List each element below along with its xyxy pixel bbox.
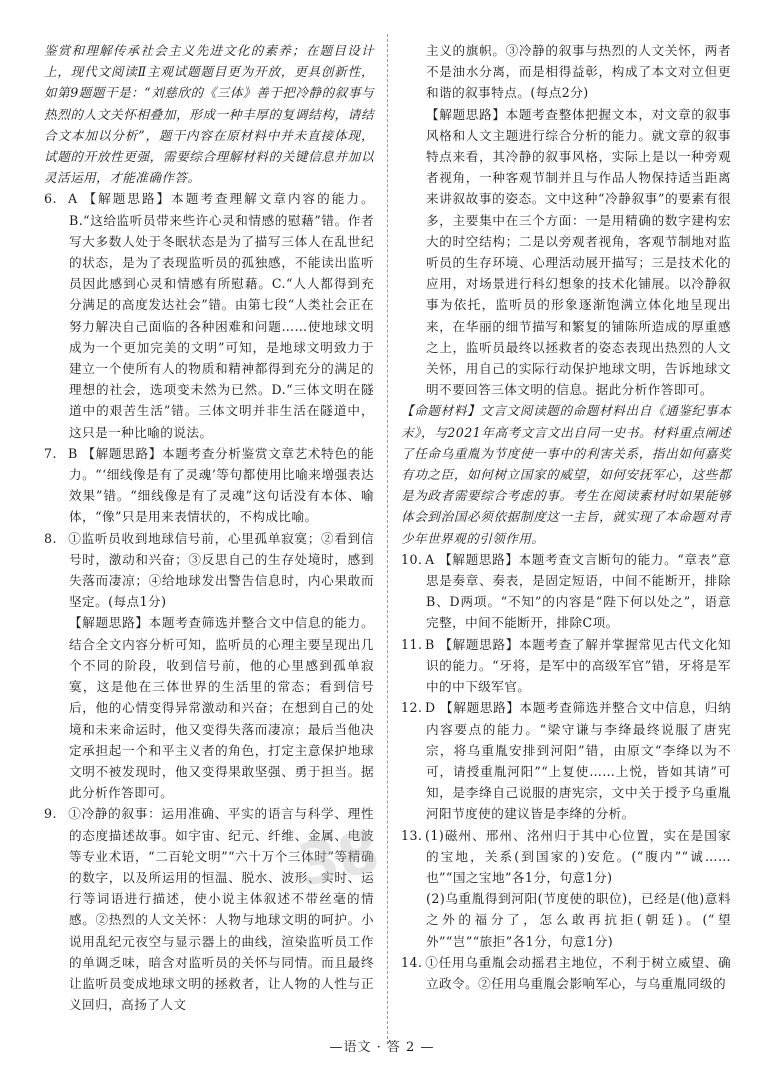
answer-6	[44, 188, 374, 442]
answer-10	[401, 549, 731, 634]
question-number: 14.	[401, 954, 423, 970]
answer-text: ①任用乌重胤会动摇君主地位，不利于树立威望、确立政令。②任用乌重胤会影响军心，与乌重胤同级的	[425, 954, 731, 991]
question-number: 12.	[401, 700, 423, 716]
question-number: 7.	[44, 445, 57, 461]
answer-text: ①冷静的叙事：运用准确、平实的语言与科学、理性的态度描述故事。如宇宙、纪元、纤维、金属、电波等专业术语，“二百轮文明”“六十万个三体时”等精确的数字，以及所运用的恒温、脱水、波形、实时、运行等词语进行描述，使小说主体叙述不带丝毫的情感。②热烈的人文关怀：人物与地球文明的呵护。小说用乱纪元夜空与显示器上的曲线，渲染监听员工作的单调乏味，暗含对监听员的关怀与同情。而且最终让监听员变成地球文明的拯救者，让人物的人性与正义回归，高扬了人文	[68, 806, 374, 1013]
answer-text: B 【解题思路】本题考查了解并掌握常见古代文化知识的能力。“牙将，是军中的高级军官”错，牙将是军中的中下级军官。	[425, 636, 731, 695]
question-number: 6.	[44, 191, 57, 207]
answer-8-analysis: 【解题思路】本题考查筛选并整合文中信息的能力。结合全文内容分析可知，监听员的心理主要呈现出几个不同的阶段，收到信号前，他的心里感到孤单寂寞，这是他在三体世界的生活里的常态；看到信号后，他的心情变得异常激动和兴奋；在想到自己的处境和未来命运时，他又变得失落而凄凉；最后当他决定承担起一个和平主义者的角色，打定主意保护地球文明不被发现时，他又变得果敢坚强、勇于担当。据此分析作答即可。	[69, 615, 374, 801]
intro-paragraph: 鉴赏和理解传承社会主义先进文化的素养；在题目设计上，现代文阅读Ⅱ主观试题题目更为开放，更具创新性，如第9题题干是：“刘慈欣的《三体》善于把冷静的叙事与热烈的人文关怀相叠加，形成一种丰厚的复调结构，请结合文本加以分析”，题干内容在原材料中并未直接体现，试题的开放性更强，需要综合理解材料的关键信息并加以灵活运用，才能准确作答。	[44, 43, 374, 186]
watermark-logo: 38	[291, 816, 386, 900]
answer-12	[401, 697, 731, 824]
answer-text: A 【解题思路】本题考查理解文章内容的能力。B.“这给监听员带来些许心灵和情感的慰藉”错。作者写大多数人处于冬眠状态是为了描写三体人在乱世纪的状态，是为了表现监听员的孤独感，不能读出监听员因此感到心灵和情感有所慰藉。C.“人人都得到充分满足的高度发达社会”错。由第七段“人类社会正在努力解决自己面临的各种困难和问题……使地球文明成为一个更加完美的文明”可知，是地球文明致力于建立一个使所有人的物质和精神都得到充分的满足的理想的社会，选项变未然为已然。D.“三体文明在隧道中的艰苦生活”错。三体文明并非生活在隧道中，这只是一种比喻的说法。	[68, 191, 374, 440]
answer-text: B 【解题思路】本题考查分析鉴赏文章艺术特色的能力。“‘细线像是有了灵魂’等句都使用比喻来增强表达效果”错。“细线像是有了灵魂”这句话没有本体、喻体，“像”只是用来表情状的，不构成比喻。	[68, 445, 374, 525]
answer-11	[401, 634, 731, 698]
answer-text: D 【解题思路】本题考查筛选并整合文中信息，归纳内容要点的能力。“梁守谦与李绛最终说服了唐宪宗，将乌重胤安排到河阳”错，由原文“李绛以为不可，请授重胤河阳”“上复使……上悦，皆如其请”可知，是李绛自己说服的唐宪宗，文中关于授予乌重胤河阳节度使的建议皆是李绛的分析。	[425, 700, 731, 822]
question-number: 9.	[44, 806, 57, 822]
answer-text: ①监听员收到地球信号前，心里孤单寂寞；②看到信号时，激动和兴奋；③反思自己的生存处境时，感到失落而凄凉；④给地球发出警告信息时，内心果敢而坚定。(每点1分)	[68, 530, 374, 610]
right-column	[401, 40, 731, 994]
answer-text: (1)磁州、邢州、洺州归于其中心位置，实在是国家的宝地，关系(到国家的)安危。(“腹内”“诚……也”“国之宝地”各1分，句意1分)	[425, 827, 731, 885]
answer-text: A 【解题思路】本题考查文言断句的能力。“章表”意思是奏章、奏表，是固定短语，中间不能断开，排除B、D两项。“不知”的内容是“陛下何以处之”，语意完整，中间不能断开，排除C项。	[425, 551, 731, 631]
answer-9-analysis: 【解题思路】本题考查整体把握文本，对文章的叙事风格和人文主题进行综合分析的能力。就文章的叙事特点来看，其冷静的叙事风格，实际上是以一种旁观者视角，一种客观节制并且与作品人物保持适当距离来讲叙故事的姿态。文中这种“冷静叙事”的要素有很多，主要集中在三个方面：一是用精确的数字建构宏大的时空结构；二是以旁观者视角，客观节制地对监听员的生存环境、心理活动展开描写；三是技术化的应用，对场景进行科幻想象的技术化铺展。以冷静叙事为依托，监听员的形象逐渐饱满立体化地呈现出来，在华丽的细节描写和繁复的铺陈所造成的厚重感之上，监听员最终以拯救者的姿态表现出热烈的人文关怀，用自己的实际行动保护地球文明，告诉地球文明不要回答三体文明的信息。据此分析作答即可。	[426, 106, 731, 398]
material-note: 【命题材料】文言文阅读题的命题材料出自《通鉴纪事本末》，与2021年高考文言文出自同一史书。材料重点阐述了任命乌重胤为节度使一事中的利害关系，指出如何嘉奖有功之臣，如何树立国家的威望，如何安抚军心，这些都是为政者需要综合考虑的事。考生在阅读素材时如果能够体会到治国必须依据制度这一主旨，就实现了本命题对青少年世界观的引领作用。	[401, 403, 731, 546]
answer-8	[44, 528, 374, 613]
question-number: 10.	[401, 551, 423, 567]
question-number: 8.	[44, 530, 57, 546]
answer-7	[44, 443, 374, 528]
answer-9-continued: 主义的旗帜。③冷静的叙事与热烈的人文关怀，两者不是油水分离，而是相得益彰，构成了本文对立但更和谐的叙事特点。(每点2分)	[426, 43, 731, 101]
answer-13-part1	[401, 825, 731, 889]
page-footer: —语文 · 答 2 —	[329, 1040, 435, 1055]
question-number: 13.	[401, 827, 423, 843]
answer-14	[401, 952, 731, 994]
question-number: 11.	[401, 636, 423, 652]
answer-13-part2: (2)乌重胤得到河阳(节度使的职位)，已经是(他)意料之外的福分了，怎么敢再抗拒(朝廷)。(“望外”“岂”“旅拒”各1分，句意1分)	[426, 891, 731, 949]
